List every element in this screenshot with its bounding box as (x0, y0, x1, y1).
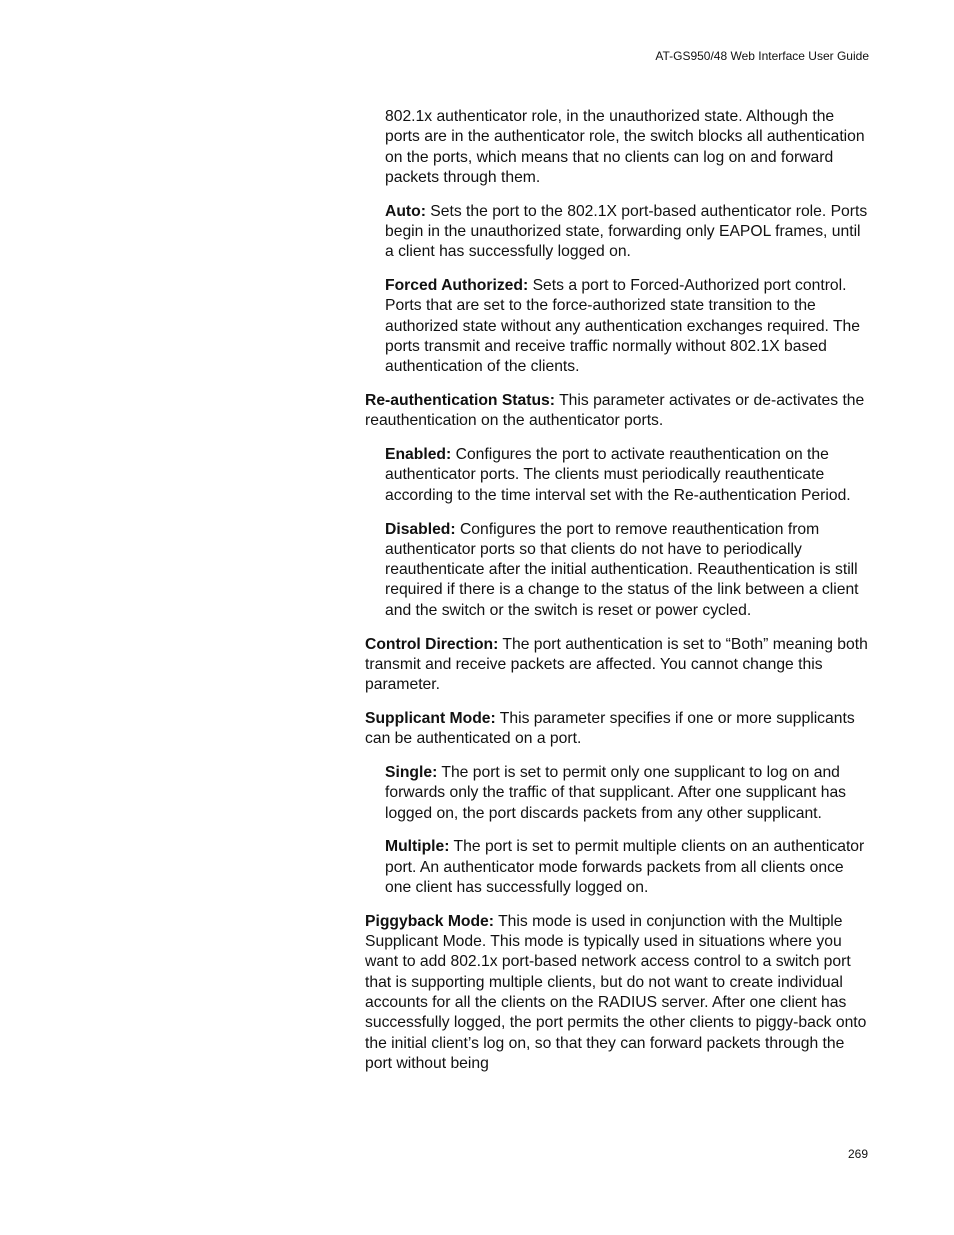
paragraph-enabled (385, 445, 871, 506)
paragraph-text: This mode is used in conjunction with the Multiple Supplicant Mode. This mode is typically used in situations where you want to add 802.1x port-based network access control to a switch port that is supporting multiple clients, but do not want to create individual accounts for all the clients on the RADIUS server. After one client has successfully logged, the port permits the other clients to piggy-back onto the initial client’s log on, so that they can forward packets through the port without being (365, 912, 867, 1072)
page-number: 269 (847, 1147, 868, 1161)
paragraph-text: 802.1x authenticator role, in the unauthorized state. Although the ports are in the authenticator role, the switch blocks all authentication on the ports, which means that no clients can log on and forward packets through them. (385, 108, 865, 186)
paragraph-text: Configures the port to remove reauthentication from authenticator ports so that clients do not have to periodically reauthenticate after the initial authentication. Reauthentication is still required if there is a change to the status of the link between a client and the switch or the switch is reset or power cycled. (385, 520, 859, 619)
paragraph-multiple (385, 837, 871, 898)
paragraph-term: Control Direction: (365, 635, 499, 653)
paragraph-text: This parameter specifies if one or more supplicants can be authenticated on a port. (365, 709, 855, 748)
paragraph-term: Multiple: (385, 838, 450, 856)
paragraph-term: Piggyback Mode: (365, 912, 495, 930)
paragraph-single (385, 763, 871, 824)
running-header: AT-GS950/48 Web Interface User Guide (655, 49, 869, 63)
paragraph-text: The port is set to permit multiple clients on an authenticator port. An authenticator mode forwards packets from all clients once one client has successfully logged on. (385, 838, 865, 896)
paragraph-auto (385, 202, 871, 263)
paragraph-text: The port is set to permit only one supplicant to log on and forwards only the traffic of that supplicant. After one supplicant has logged on, the port discards packets from any other supplicant. (385, 764, 847, 822)
paragraph-forced-authorized (385, 276, 871, 377)
document-body (365, 107, 871, 1088)
paragraph-text: Configures the port to activate reauthentication on the authenticator ports. The clients must periodically reauthenticate according to the time interval set with the Re-authentication Period. (385, 446, 851, 504)
paragraph-term: Forced Authorized: (385, 277, 529, 295)
paragraph-term: Auto: (385, 202, 426, 220)
paragraph-piggyback-mode (365, 912, 871, 1074)
paragraph-control-direction (365, 635, 871, 696)
paragraph-term: Supplicant Mode: (365, 709, 496, 727)
paragraph-text: Sets a port to Forced-Authorized port control. Ports that are set to the force-authorized state transition to the authorized state without any authentication exchanges required. The ports transmit and receive traffic normally without 802.1X based authentication of the clients. (385, 277, 861, 376)
paragraph-unauthorized-continued (385, 107, 871, 188)
paragraph-text: Sets the port to the 802.1X port-based authenticator role. Ports begin in the unauthorized state, forwarding only EAPOL frames, until a client has successfully logged on. (385, 202, 868, 261)
paragraph-term: Enabled: (385, 446, 452, 464)
paragraph-term: Re-authentication Status: (365, 392, 556, 410)
paragraph-text: This parameter activates or de-activates the reauthentication on the authenticator ports. (365, 392, 865, 430)
paragraph-term: Disabled: (385, 520, 456, 538)
paragraph-supplicant-mode (365, 709, 871, 750)
paragraph-term: Single: (385, 764, 438, 782)
paragraph-text: The port authentication is set to “Both” meaning both transmit and receive packets are affected. You cannot change this parameter. (365, 635, 868, 694)
paragraph-reauthentication-status (365, 391, 871, 432)
paragraph-disabled (385, 520, 871, 621)
